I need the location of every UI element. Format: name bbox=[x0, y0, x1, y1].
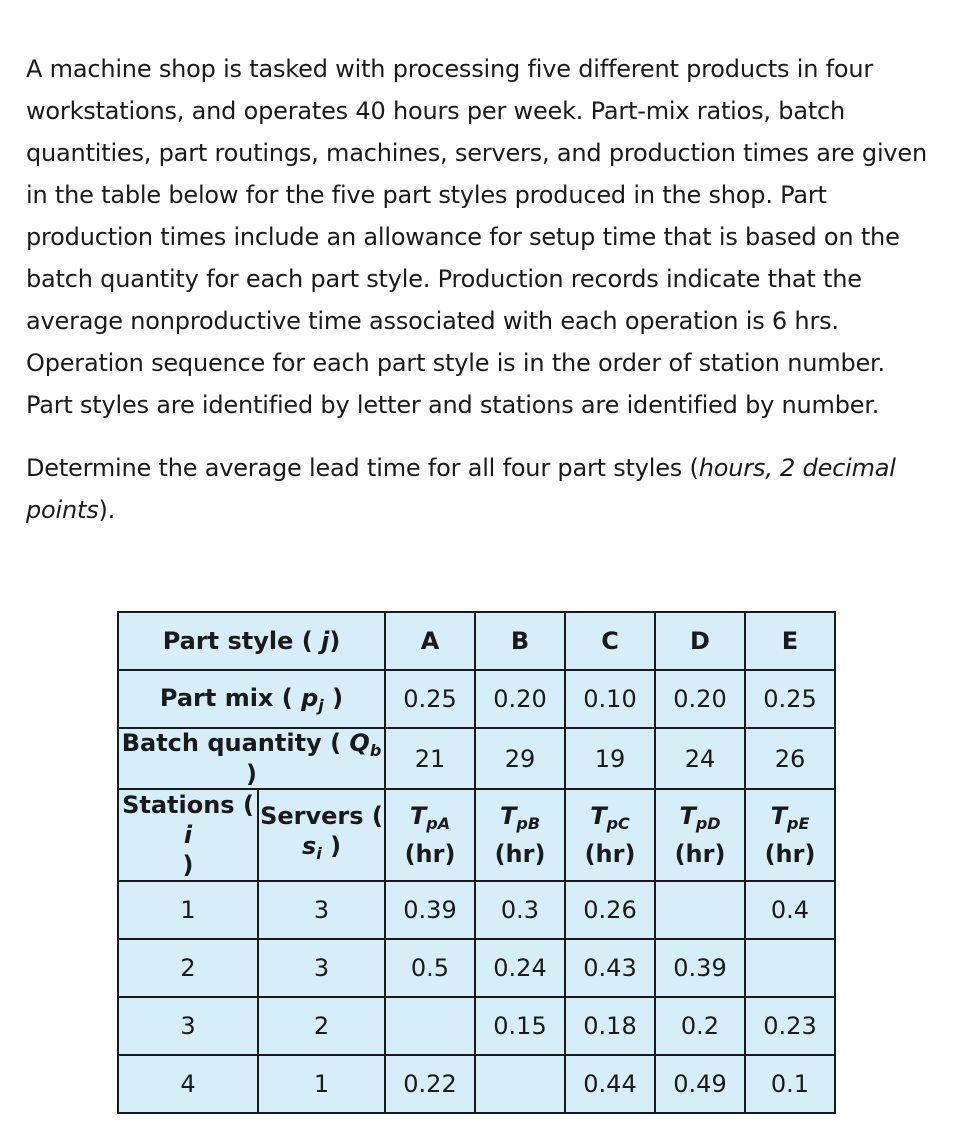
servers-cell: 3 bbox=[258, 939, 385, 997]
time-cell bbox=[655, 881, 745, 939]
station-cell: 1 bbox=[118, 881, 258, 939]
style-header-d: D bbox=[655, 612, 745, 670]
station-row bbox=[118, 1055, 835, 1113]
part-mix-cell: 0.25 bbox=[745, 670, 835, 728]
batch-quantity-cell: 19 bbox=[565, 728, 655, 789]
station-row bbox=[118, 997, 835, 1055]
time-cell: 0.2 bbox=[655, 997, 745, 1055]
question-suffix: ). bbox=[98, 496, 116, 524]
servers-cell: 2 bbox=[258, 997, 385, 1055]
station-cell: 2 bbox=[118, 939, 258, 997]
part-mix-row bbox=[118, 670, 835, 728]
station-cell: 4 bbox=[118, 1055, 258, 1113]
style-header-c: C bbox=[565, 612, 655, 670]
servers-header: Servers ( $s_i$ ) bbox=[258, 789, 385, 881]
stations-header: Stations ( i ) bbox=[118, 789, 258, 881]
style-header-b: B bbox=[475, 612, 565, 670]
time-cell: 0.44 bbox=[565, 1055, 655, 1113]
batch-quantity-cell: 24 bbox=[655, 728, 745, 789]
time-cell: 0.43 bbox=[565, 939, 655, 997]
batch-quantity-header: Batch quantity ( $Q_b$ ) bbox=[118, 728, 385, 789]
station-cell: 3 bbox=[118, 997, 258, 1055]
time-cell: 0.49 bbox=[655, 1055, 745, 1113]
time-cell bbox=[745, 939, 835, 997]
production-table bbox=[117, 611, 836, 1114]
batch-quantity-cell: 29 bbox=[475, 728, 565, 789]
part-mix-header: Part mix ( $p_j$ ) bbox=[118, 670, 385, 728]
time-cell: 0.15 bbox=[475, 997, 565, 1055]
time-cell: 0.4 bbox=[745, 881, 835, 939]
time-cell: 0.5 bbox=[385, 939, 475, 997]
time-header-a: $T_{pA}$ (hr) bbox=[385, 789, 475, 881]
time-cell bbox=[385, 997, 475, 1055]
servers-cell: 1 bbox=[258, 1055, 385, 1113]
column-header-row bbox=[118, 789, 835, 881]
batch-quantity-cell: 21 bbox=[385, 728, 475, 789]
style-header-a: A bbox=[385, 612, 475, 670]
time-cell bbox=[475, 1055, 565, 1113]
time-cell: 0.39 bbox=[655, 939, 745, 997]
part-mix-cell: 0.20 bbox=[655, 670, 745, 728]
part-mix-cell: 0.20 bbox=[475, 670, 565, 728]
station-row bbox=[118, 881, 835, 939]
time-cell: 0.26 bbox=[565, 881, 655, 939]
time-header-d: $T_{pD}$ (hr) bbox=[655, 789, 745, 881]
time-cell: 0.24 bbox=[475, 939, 565, 997]
time-cell: 0.23 bbox=[745, 997, 835, 1055]
batch-quantity-cell: 26 bbox=[745, 728, 835, 789]
question-italic: hours, 2 decimal points bbox=[26, 454, 896, 524]
time-cell: 0.18 bbox=[565, 997, 655, 1055]
part-mix-cell: 0.25 bbox=[385, 670, 475, 728]
time-cell: 0.39 bbox=[385, 881, 475, 939]
part-style-header: Part style ( j) bbox=[118, 612, 385, 670]
time-header-e: $T_{pE}$ (hr) bbox=[745, 789, 835, 881]
time-cell: 0.22 bbox=[385, 1055, 475, 1113]
problem-statement bbox=[26, 48, 931, 531]
question-prefix: Determine the average lead time for all four part styles ( bbox=[26, 454, 699, 482]
time-header-b: $T_{pB}$ (hr) bbox=[475, 789, 565, 881]
part-style-row bbox=[118, 612, 835, 670]
problem-paragraph: A machine shop is tasked with processing five different products in four workstations, and operates 40 hours per week. Part-mix ratios, batch quantities, part routings, machines, servers, and production times are given in the table below for the five part styles produced in the shop. Part production times include an allowance for setup time that is based on the batch quantity for each part style. Production records indicate that the average nonproductive time associated with each operation is 6 hrs. Operation sequence for each part style is in the order of station number. Part styles are identified by letter and stations are identified by number. bbox=[26, 55, 928, 419]
batch-quantity-row bbox=[118, 728, 835, 789]
question-text bbox=[26, 447, 931, 531]
part-mix-cell: 0.10 bbox=[565, 670, 655, 728]
time-header-c: $T_{pC}$ (hr) bbox=[565, 789, 655, 881]
style-header-e: E bbox=[745, 612, 835, 670]
time-cell: 0.3 bbox=[475, 881, 565, 939]
station-row bbox=[118, 939, 835, 997]
servers-cell: 3 bbox=[258, 881, 385, 939]
time-cell: 0.1 bbox=[745, 1055, 835, 1113]
